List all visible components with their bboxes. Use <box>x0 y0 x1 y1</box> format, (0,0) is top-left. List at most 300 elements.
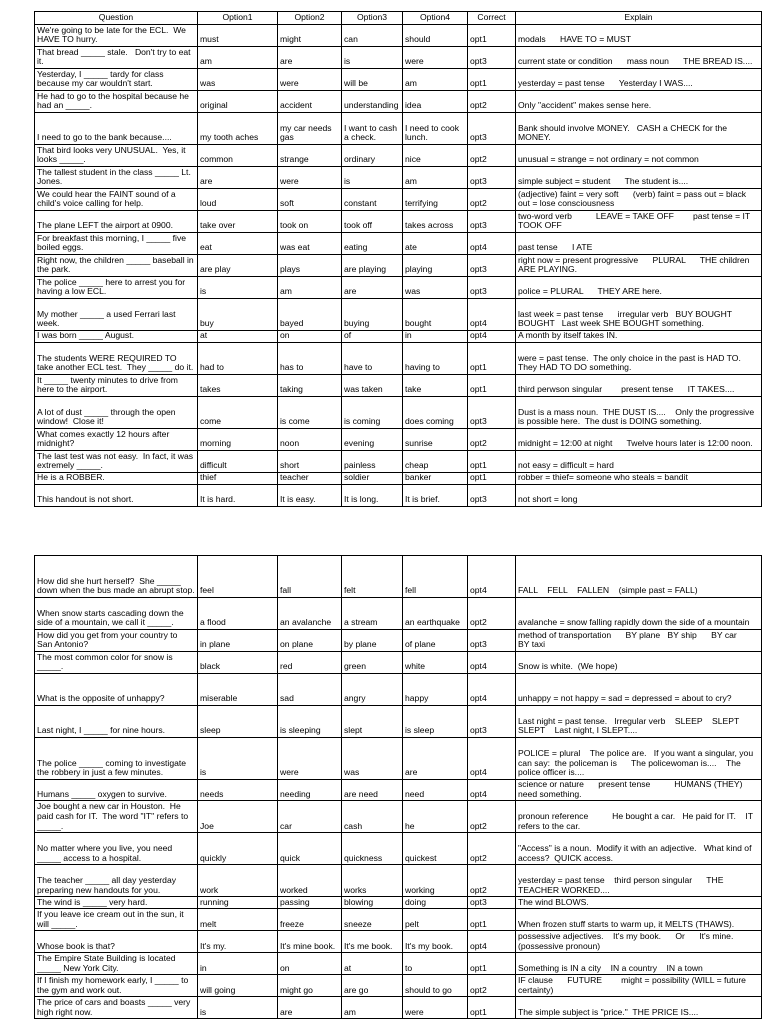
option3-cell: felt <box>342 556 403 598</box>
header-option2: Option2 <box>278 12 342 25</box>
correct-cell: opt1 <box>468 451 516 473</box>
table-row <box>35 706 762 738</box>
table-row <box>35 145 762 167</box>
table-row <box>35 953 762 975</box>
option1-cell: are play <box>198 255 278 277</box>
correct-cell: opt3 <box>468 706 516 738</box>
option2-cell: were <box>278 167 342 189</box>
question-cell: The last test was not easy. In fact, it was extremely _____. <box>35 451 198 473</box>
option2-cell: were <box>278 738 342 780</box>
option2-cell: accident <box>278 91 342 113</box>
option1-cell: It is hard. <box>198 485 278 507</box>
correct-cell: opt4 <box>468 331 516 343</box>
option3-cell: will be <box>342 69 403 91</box>
explain-cell: Snow is white. (We hope) <box>516 652 762 674</box>
option2-cell: bayed <box>278 299 342 331</box>
correct-cell: opt3 <box>468 167 516 189</box>
option2-cell: taking <box>278 375 342 397</box>
option3-cell: cash <box>342 801 403 833</box>
question-cell: What is the opposite of unhappy? <box>35 674 198 706</box>
table-row <box>35 975 762 997</box>
option2-cell: were <box>278 69 342 91</box>
correct-cell: opt2 <box>468 598 516 630</box>
option2-cell: my car needs gas <box>278 113 342 145</box>
question-cell: Yesterday, I _____ tardy for class because my car wouldn't start. <box>35 69 198 91</box>
option3-cell: of <box>342 331 403 343</box>
question-cell: Last night, I _____ for nine hours. <box>35 706 198 738</box>
option3-cell: eating <box>342 233 403 255</box>
option1-cell: are <box>198 167 278 189</box>
option3-cell: was <box>342 738 403 780</box>
table-row <box>35 833 762 865</box>
option1-cell: miserable <box>198 674 278 706</box>
option2-cell: has to <box>278 343 342 375</box>
option1-cell: in <box>198 953 278 975</box>
correct-cell: opt1 <box>468 953 516 975</box>
question-cell: For breakfast this morning, I _____ five boiled eggs. <box>35 233 198 255</box>
explain-cell: FALL FELL FALLEN (simple past = FALL) <box>516 556 762 598</box>
option3-cell: I want to cash a check. <box>342 113 403 145</box>
option2-cell: teacher <box>278 473 342 485</box>
table-row <box>35 473 762 485</box>
option2-cell: sad <box>278 674 342 706</box>
option4-cell: It is brief. <box>403 485 468 507</box>
header-correct: Correct <box>468 12 516 25</box>
option1-cell: original <box>198 91 278 113</box>
option1-cell: take over <box>198 211 278 233</box>
option4-cell: take <box>403 375 468 397</box>
correct-cell: opt3 <box>468 47 516 69</box>
option4-cell: happy <box>403 674 468 706</box>
correct-cell: opt1 <box>468 473 516 485</box>
option4-cell: takes across <box>403 211 468 233</box>
question-cell: He is a ROBBER. <box>35 473 198 485</box>
question-cell: That bread _____ stale. Don't try to eat it. <box>35 47 198 69</box>
option1-cell: takes <box>198 375 278 397</box>
table-row <box>35 485 762 507</box>
correct-cell: opt2 <box>468 145 516 167</box>
correct-cell: opt2 <box>468 865 516 897</box>
table-row <box>35 299 762 331</box>
option3-cell: It's me book. <box>342 931 403 953</box>
option2-cell: short <box>278 451 342 473</box>
table-row <box>35 255 762 277</box>
question-cell: No matter where you live, you need _____ access to a hospital. <box>35 833 198 865</box>
correct-cell: opt3 <box>468 255 516 277</box>
correct-cell: opt3 <box>468 897 516 909</box>
explain-cell: were = past tense. The only choice in the past is HAD TO. They HAD TO DO something. <box>516 343 762 375</box>
option1-cell: in plane <box>198 630 278 652</box>
option3-cell: are go <box>342 975 403 997</box>
option1-cell: loud <box>198 189 278 211</box>
option4-cell: sunrise <box>403 429 468 451</box>
option2-cell: passing <box>278 897 342 909</box>
option1-cell: Joe <box>198 801 278 833</box>
correct-cell: opt4 <box>468 299 516 331</box>
option4-cell: is sleep <box>403 706 468 738</box>
question-cell: I need to go to the bank because.... <box>35 113 198 145</box>
question-cell: We could hear the FAINT sound of a child's voice calling for help. <box>35 189 198 211</box>
question-cell: How did she hurt herself? She _____ down when the bus made an abrupt stop. <box>35 556 198 598</box>
option2-cell: on plane <box>278 630 342 652</box>
explain-cell: The simple subject is "price." THE PRICE IS.... <box>516 997 762 1019</box>
explain-cell: Dust is a mass noun. THE DUST IS.... Only the progressive is possible here. The dust is DOING something. <box>516 397 762 429</box>
option4-cell: quickest <box>403 833 468 865</box>
option2-cell: car <box>278 801 342 833</box>
table-row <box>35 598 762 630</box>
header-option1: Option1 <box>198 12 278 25</box>
option1-cell: buy <box>198 299 278 331</box>
table-row <box>35 556 762 598</box>
question-cell: How did you get from your country to San Antonio? <box>35 630 198 652</box>
table-row <box>35 343 762 375</box>
option1-cell: common <box>198 145 278 167</box>
table-row <box>35 277 762 299</box>
option1-cell: needs <box>198 780 278 801</box>
explain-cell: Only "accident" makes sense here. <box>516 91 762 113</box>
question-cell: When snow starts cascading down the side of a mountain, we call it _____. <box>35 598 198 630</box>
question-cell: I was born _____ August. <box>35 331 198 343</box>
option3-cell: are <box>342 277 403 299</box>
correct-cell: opt3 <box>468 211 516 233</box>
correct-cell: opt2 <box>468 189 516 211</box>
explain-cell: not easy = difficult = hard <box>516 451 762 473</box>
explain-cell: Last night = past tense. Irregular verb SLEEP SLEPT SLEPT Last night, I SLEPT.... <box>516 706 762 738</box>
explain-cell: possessive adjectives. It's my book. Or It's mine. (possessive pronoun) <box>516 931 762 953</box>
table-row <box>35 167 762 189</box>
explain-cell: Something is IN a city IN a country IN a town <box>516 953 762 975</box>
option3-cell: green <box>342 652 403 674</box>
explain-cell: midnight = 12:00 at night Twelve hours later is 12:00 noon. <box>516 429 762 451</box>
table-row <box>35 233 762 255</box>
option4-cell: white <box>403 652 468 674</box>
explain-cell: unhappy = not happy = sad = depressed = about to cry? <box>516 674 762 706</box>
question-cell: My mother _____ a used Ferrari last week. <box>35 299 198 331</box>
option2-cell: is sleeping <box>278 706 342 738</box>
option1-cell: had to <box>198 343 278 375</box>
explain-cell: simple subject = student The student is.... <box>516 167 762 189</box>
correct-cell: opt4 <box>468 931 516 953</box>
option2-cell: red <box>278 652 342 674</box>
table-row <box>35 909 762 931</box>
question-cell: The police _____ here to arrest you for having a low ECL. <box>35 277 198 299</box>
option4-cell: working <box>403 865 468 897</box>
table-row <box>35 997 762 1019</box>
option3-cell: angry <box>342 674 403 706</box>
option2-cell: on <box>278 953 342 975</box>
table-row <box>35 69 762 91</box>
table-row <box>35 652 762 674</box>
option4-cell: banker <box>403 473 468 485</box>
question-cell: That bird looks very UNUSUAL. Yes, it looks _____. <box>35 145 198 167</box>
table-row <box>35 801 762 833</box>
option4-cell: in <box>403 331 468 343</box>
option2-cell: soft <box>278 189 342 211</box>
option3-cell: constant <box>342 189 403 211</box>
option2-cell: was eat <box>278 233 342 255</box>
correct-cell: opt4 <box>468 780 516 801</box>
option1-cell: a flood <box>198 598 278 630</box>
correct-cell: opt4 <box>468 652 516 674</box>
option3-cell: is <box>342 47 403 69</box>
table-row <box>35 91 762 113</box>
table-row <box>35 211 762 233</box>
option1-cell: was <box>198 69 278 91</box>
option3-cell: buying <box>342 299 403 331</box>
option3-cell: is <box>342 167 403 189</box>
option1-cell: my tooth aches <box>198 113 278 145</box>
option3-cell: It is long. <box>342 485 403 507</box>
correct-cell: opt2 <box>468 833 516 865</box>
question-cell: The tallest student in the class _____ Lt. Jones. <box>35 167 198 189</box>
question-cell: This handout is not short. <box>35 485 198 507</box>
option4-cell: am <box>403 69 468 91</box>
option4-cell: he <box>403 801 468 833</box>
option1-cell: come <box>198 397 278 429</box>
explain-cell: last week = past tense irregular verb BUY BOUGHT BOUGHT Last week SHE BOUGHT something. <box>516 299 762 331</box>
option1-cell: sleep <box>198 706 278 738</box>
option3-cell: ordinary <box>342 145 403 167</box>
option4-cell: were <box>403 47 468 69</box>
question-cell: The plane LEFT the airport at 0900. <box>35 211 198 233</box>
explain-cell: third perwson singular present tense IT TAKES.... <box>516 375 762 397</box>
option4-cell: was <box>403 277 468 299</box>
header-option3: Option3 <box>342 12 403 25</box>
explain-cell: not short = long <box>516 485 762 507</box>
option1-cell: quickly <box>198 833 278 865</box>
explain-cell: robber = thief= someone who steals = bandit <box>516 473 762 485</box>
table-row <box>35 113 762 145</box>
option3-cell: by plane <box>342 630 403 652</box>
option3-cell: are playing <box>342 255 403 277</box>
option2-cell: fall <box>278 556 342 598</box>
option3-cell: evening <box>342 429 403 451</box>
question-cell: Humans _____ oxygen to survive. <box>35 780 198 801</box>
correct-cell: opt4 <box>468 674 516 706</box>
question-cell: The police _____ coming to investigate the robbery in just a few minutes. <box>35 738 198 780</box>
option3-cell: are need <box>342 780 403 801</box>
option3-cell: blowing <box>342 897 403 909</box>
header-question: Question <box>35 12 198 25</box>
explain-cell: yesterday = past tense Yesterday I WAS.... <box>516 69 762 91</box>
option3-cell: was taken <box>342 375 403 397</box>
explain-cell: "Access" is a noun. Modify it with an adjective. What kind of access? QUICK access. <box>516 833 762 865</box>
option3-cell: took off <box>342 211 403 233</box>
option2-cell: freeze <box>278 909 342 931</box>
option1-cell: black <box>198 652 278 674</box>
question-cell: We're going to be late for the ECL. We HAVE TO hurry. <box>35 25 198 47</box>
explain-cell: pronoun reference He bought a car. He paid for IT. IT refers to the car. <box>516 801 762 833</box>
explain-cell: two-word verb LEAVE = TAKE OFF past tense = IT TOOK OFF <box>516 211 762 233</box>
explain-cell: modals HAVE TO = MUST <box>516 25 762 47</box>
table-row <box>35 931 762 953</box>
option2-cell: an avalanche <box>278 598 342 630</box>
option3-cell: is coming <box>342 397 403 429</box>
correct-cell: opt3 <box>468 397 516 429</box>
question-cell: The wind is _____ very hard. <box>35 897 198 909</box>
correct-cell: opt2 <box>468 975 516 997</box>
table-row <box>35 25 762 47</box>
option2-cell: might <box>278 25 342 47</box>
question-cell: It _____ twenty minutes to drive from here to the airport. <box>35 375 198 397</box>
option3-cell: slept <box>342 706 403 738</box>
correct-cell: opt1 <box>468 343 516 375</box>
question-cell: The price of cars and boasts _____ very high right now. <box>35 997 198 1019</box>
option3-cell: sneeze <box>342 909 403 931</box>
explain-cell: yesterday = past tense third person singular THE TEACHER WORKED.... <box>516 865 762 897</box>
explain-cell: A month by itself takes IN. <box>516 331 762 343</box>
table-row <box>35 375 762 397</box>
option3-cell: works <box>342 865 403 897</box>
option3-cell: quickness <box>342 833 403 865</box>
correct-cell: opt1 <box>468 25 516 47</box>
option1-cell: is <box>198 997 278 1019</box>
correct-cell: opt4 <box>468 738 516 780</box>
table-row <box>35 189 762 211</box>
option1-cell: eat <box>198 233 278 255</box>
table-row <box>35 780 762 801</box>
option4-cell: does coming <box>403 397 468 429</box>
table-row <box>35 451 762 473</box>
option2-cell: am <box>278 277 342 299</box>
explain-cell: Bank should involve MONEY. CASH a CHECK for the MONEY. <box>516 113 762 145</box>
option1-cell: will going <box>198 975 278 997</box>
option4-cell: should to go <box>403 975 468 997</box>
correct-cell: opt3 <box>468 277 516 299</box>
option2-cell: worked <box>278 865 342 897</box>
worksheet-table-part-1 <box>34 11 762 507</box>
table-row <box>35 331 762 343</box>
explain-cell: current state or condition mass noun THE BREAD IS.... <box>516 47 762 69</box>
option4-cell: should <box>403 25 468 47</box>
explain-cell: avalanche = snow falling rapidly down the side of a mountain <box>516 598 762 630</box>
option2-cell: noon <box>278 429 342 451</box>
option2-cell: on <box>278 331 342 343</box>
option3-cell: at <box>342 953 403 975</box>
option4-cell: of plane <box>403 630 468 652</box>
question-cell: The teacher _____ all day yesterday preparing new handouts for you. <box>35 865 198 897</box>
option4-cell: am <box>403 167 468 189</box>
explain-cell: science or nature present tense HUMANS (THEY) need something. <box>516 780 762 801</box>
correct-cell: opt3 <box>468 630 516 652</box>
option2-cell: are <box>278 47 342 69</box>
option2-cell: strange <box>278 145 342 167</box>
option4-cell: an earthquake <box>403 598 468 630</box>
correct-cell: opt3 <box>468 485 516 507</box>
option2-cell: plays <box>278 255 342 277</box>
option2-cell: It's mine book. <box>278 931 342 953</box>
option4-cell: terrifying <box>403 189 468 211</box>
question-cell: A lot of dust _____ through the open window! Close it! <box>35 397 198 429</box>
question-cell: What comes exactly 12 hours after midnight? <box>35 429 198 451</box>
option4-cell: doing <box>403 897 468 909</box>
table-row <box>35 429 762 451</box>
option3-cell: understanding <box>342 91 403 113</box>
correct-cell: opt4 <box>468 556 516 598</box>
option4-cell: I need to cook lunch. <box>403 113 468 145</box>
option2-cell: might go <box>278 975 342 997</box>
question-cell: Joe bought a new car in Houston. He paid cash for IT. The word "IT" refers to _____. <box>35 801 198 833</box>
explain-cell: police = PLURAL THEY ARE here. <box>516 277 762 299</box>
correct-cell: opt2 <box>468 801 516 833</box>
question-cell: If you leave ice cream out in the sun, it will _____. <box>35 909 198 931</box>
table-row <box>35 897 762 909</box>
correct-cell: opt1 <box>468 909 516 931</box>
option1-cell: difficult <box>198 451 278 473</box>
explain-cell: The wind BLOWS. <box>516 897 762 909</box>
option1-cell: must <box>198 25 278 47</box>
correct-cell: opt2 <box>468 91 516 113</box>
explain-cell: unusual = strange = not ordinary = not common <box>516 145 762 167</box>
option3-cell: painless <box>342 451 403 473</box>
correct-cell: opt1 <box>468 997 516 1019</box>
option2-cell: took on <box>278 211 342 233</box>
question-cell: The students WERE REQUIRED TO take another ECL test. They _____ do it. <box>35 343 198 375</box>
question-cell: He had to go to the hospital because he had an _____. <box>35 91 198 113</box>
explain-cell: (adjective) faint = very soft (verb) faint = pass out = black out = lose consciousness <box>516 189 762 211</box>
option2-cell: needing <box>278 780 342 801</box>
table-row <box>35 865 762 897</box>
table-row <box>35 47 762 69</box>
table-row <box>35 738 762 780</box>
option4-cell: bought <box>403 299 468 331</box>
option1-cell: at <box>198 331 278 343</box>
option4-cell: fell <box>403 556 468 598</box>
explain-cell: When frozen stuff starts to warm up, it MELTS (THAWS). <box>516 909 762 931</box>
option1-cell: morning <box>198 429 278 451</box>
option3-cell: have to <box>342 343 403 375</box>
explain-cell: right now = present progressive PLURAL THE children ARE PLAYING. <box>516 255 762 277</box>
option1-cell: It's my. <box>198 931 278 953</box>
question-cell: The most common color for snow is _____. <box>35 652 198 674</box>
option4-cell: ate <box>403 233 468 255</box>
correct-cell: opt3 <box>468 113 516 145</box>
option3-cell: a stream <box>342 598 403 630</box>
header-option4: Option4 <box>403 12 468 25</box>
correct-cell: opt4 <box>468 233 516 255</box>
option4-cell: idea <box>403 91 468 113</box>
explain-cell: past tense I ATE <box>516 233 762 255</box>
option2-cell: It is easy. <box>278 485 342 507</box>
option4-cell: nice <box>403 145 468 167</box>
correct-cell: opt1 <box>468 69 516 91</box>
option1-cell: work <box>198 865 278 897</box>
option4-cell: to <box>403 953 468 975</box>
option4-cell: having to <box>403 343 468 375</box>
table-row <box>35 397 762 429</box>
option4-cell: are <box>403 738 468 780</box>
option3-cell: soldier <box>342 473 403 485</box>
explain-cell: method of transportation BY plane BY ship BY car BY taxi <box>516 630 762 652</box>
option1-cell: running <box>198 897 278 909</box>
option1-cell: melt <box>198 909 278 931</box>
option4-cell: need <box>403 780 468 801</box>
option4-cell: cheap <box>403 451 468 473</box>
option1-cell: is <box>198 738 278 780</box>
question-cell: Whose book is that? <box>35 931 198 953</box>
correct-cell: opt1 <box>468 375 516 397</box>
worksheet-table-part-2 <box>34 555 762 1019</box>
table-row <box>35 674 762 706</box>
table-row <box>35 630 762 652</box>
correct-cell: opt2 <box>468 429 516 451</box>
option3-cell: am <box>342 997 403 1019</box>
option4-cell: It's my book. <box>403 931 468 953</box>
explain-cell: POLICE = plural The police are. If you want a singular, you can say: the policeman is The policewoman is.... The police officer is.... <box>516 738 762 780</box>
option1-cell: am <box>198 47 278 69</box>
option1-cell: feel <box>198 556 278 598</box>
option1-cell: thief <box>198 473 278 485</box>
